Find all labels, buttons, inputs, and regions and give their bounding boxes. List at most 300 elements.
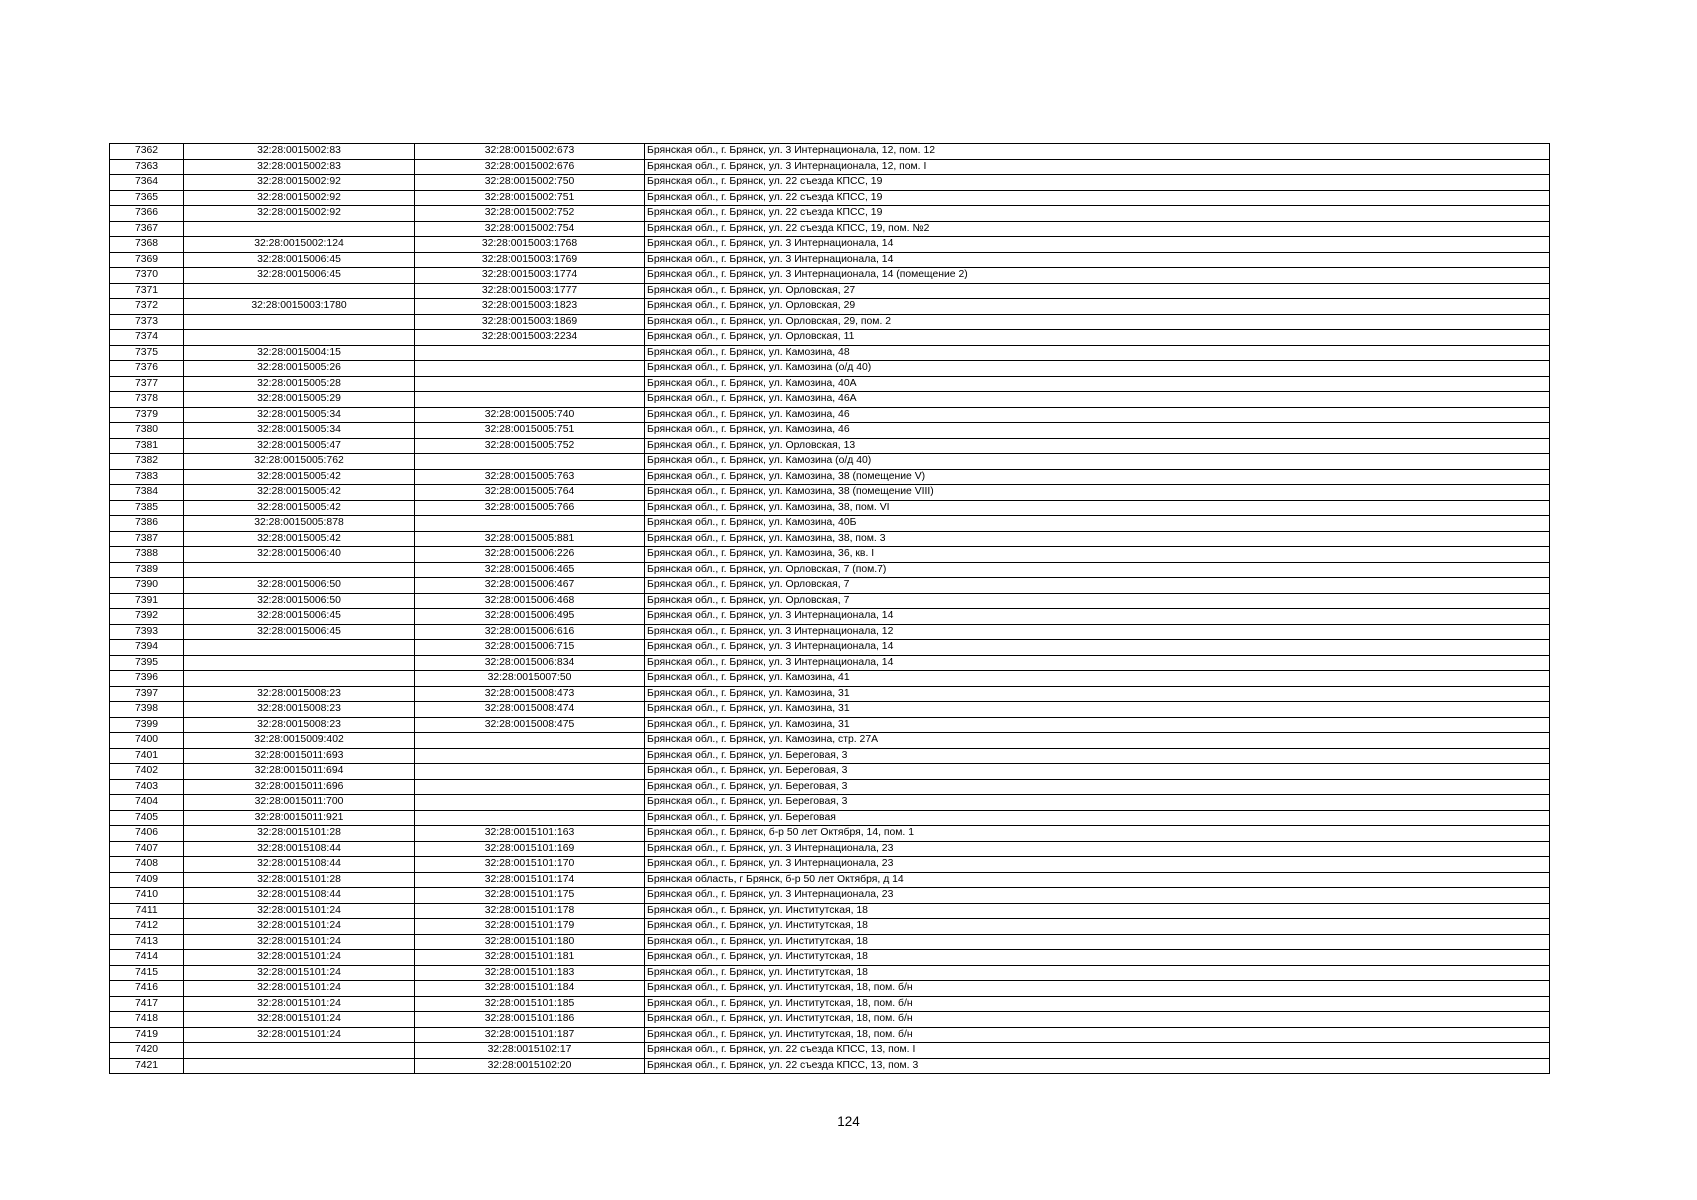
- parcel-number-cell: 32:28:0015006:50: [184, 593, 415, 609]
- table-row: [110, 485, 1550, 501]
- parcel-number-cell: 32:28:0015006:45: [184, 609, 415, 625]
- row-number-cell: 7369: [110, 252, 184, 268]
- table-row: [110, 624, 1550, 640]
- address-cell: Брянская обл., г. Брянск, ул. Орловская, 7: [645, 593, 1550, 609]
- table-row: [110, 826, 1550, 842]
- table-row: [110, 469, 1550, 485]
- address-cell: Брянская обл., г. Брянск, ул. Орловская, 7 (пом.7): [645, 562, 1550, 578]
- parcel-number-cell: 32:28:0015101:24: [184, 934, 415, 950]
- object-number-cell: [415, 376, 645, 392]
- address-cell: Брянская обл., г. Брянск, ул. Камозина, 46: [645, 407, 1550, 423]
- address-cell: Брянская обл., г. Брянск, ул. Береговая, 3: [645, 748, 1550, 764]
- row-number-cell: 7394: [110, 640, 184, 656]
- row-number-cell: 7373: [110, 314, 184, 330]
- parcel-number-cell: 32:28:0015008:23: [184, 702, 415, 718]
- object-number-cell: [415, 779, 645, 795]
- row-number-cell: 7380: [110, 423, 184, 439]
- object-number-cell: 32:28:0015101:181: [415, 950, 645, 966]
- object-number-cell: [415, 795, 645, 811]
- parcel-number-cell: 32:28:0015011:693: [184, 748, 415, 764]
- address-cell: Брянская обл., г. Брянск, ул. 3 Интернационала, 14 (помещение 2): [645, 268, 1550, 284]
- address-cell: Брянская обл., г. Брянск, ул. Институтская, 18: [645, 934, 1550, 950]
- parcel-number-cell: [184, 640, 415, 656]
- row-number-cell: 7395: [110, 655, 184, 671]
- object-number-cell: 32:28:0015008:475: [415, 717, 645, 733]
- parcel-number-cell: 32:28:0015003:1780: [184, 299, 415, 315]
- row-number-cell: 7396: [110, 671, 184, 687]
- table-row: [110, 190, 1550, 206]
- parcel-number-cell: 32:28:0015005:878: [184, 516, 415, 532]
- table-row: [110, 686, 1550, 702]
- table-row: [110, 531, 1550, 547]
- table-row: [110, 903, 1550, 919]
- parcel-number-cell: 32:28:0015005:34: [184, 423, 415, 439]
- parcel-number-cell: 32:28:0015006:40: [184, 547, 415, 563]
- object-number-cell: 32:28:0015005:752: [415, 438, 645, 454]
- address-cell: Брянская обл., г. Брянск, ул. Камозина, 40Б: [645, 516, 1550, 532]
- parcel-number-cell: 32:28:0015004:15: [184, 345, 415, 361]
- parcel-number-cell: 32:28:0015009:402: [184, 733, 415, 749]
- table-row: [110, 578, 1550, 594]
- row-number-cell: 7415: [110, 965, 184, 981]
- table-row: [110, 392, 1550, 408]
- table-row: [110, 950, 1550, 966]
- parcel-number-cell: 32:28:0015006:45: [184, 624, 415, 640]
- row-number-cell: 7378: [110, 392, 184, 408]
- address-cell: Брянская обл., г. Брянск, ул. Камозина, 36, кв. I: [645, 547, 1550, 563]
- table-row: [110, 361, 1550, 377]
- address-cell: Брянская обл., г. Брянск, ул. Институтская, 18: [645, 903, 1550, 919]
- row-number-cell: 7389: [110, 562, 184, 578]
- object-number-cell: 32:28:0015003:1769: [415, 252, 645, 268]
- parcel-number-cell: 32:28:0015002:92: [184, 175, 415, 191]
- table-row: [110, 934, 1550, 950]
- object-number-cell: 32:28:0015003:1774: [415, 268, 645, 284]
- row-number-cell: 7404: [110, 795, 184, 811]
- row-number-cell: 7417: [110, 996, 184, 1012]
- row-number-cell: 7374: [110, 330, 184, 346]
- object-number-cell: [415, 392, 645, 408]
- parcel-number-cell: 32:28:0015011:700: [184, 795, 415, 811]
- object-number-cell: 32:28:0015006:226: [415, 547, 645, 563]
- parcel-number-cell: 32:28:0015006:45: [184, 268, 415, 284]
- address-cell: Брянская обл., г. Брянск, ул. Береговая, 3: [645, 795, 1550, 811]
- table-row: [110, 919, 1550, 935]
- parcel-number-cell: [184, 221, 415, 237]
- object-number-cell: [415, 345, 645, 361]
- parcel-number-cell: 32:28:0015101:24: [184, 996, 415, 1012]
- object-number-cell: [415, 733, 645, 749]
- row-number-cell: 7367: [110, 221, 184, 237]
- object-number-cell: 32:28:0015101:175: [415, 888, 645, 904]
- object-number-cell: 32:28:0015101:184: [415, 981, 645, 997]
- row-number-cell: 7392: [110, 609, 184, 625]
- parcel-number-cell: [184, 562, 415, 578]
- address-cell: Брянская обл., г. Брянск, ул. Камозина, 46: [645, 423, 1550, 439]
- table-row: [110, 283, 1550, 299]
- row-number-cell: 7407: [110, 841, 184, 857]
- parcel-number-cell: 32:28:0015002:83: [184, 144, 415, 160]
- table-row: [110, 562, 1550, 578]
- table-row: [110, 144, 1550, 160]
- parcel-number-cell: 32:28:0015005:42: [184, 485, 415, 501]
- table-row: [110, 965, 1550, 981]
- row-number-cell: 7418: [110, 1012, 184, 1028]
- table-row: [110, 516, 1550, 532]
- table-row: [110, 717, 1550, 733]
- table-row: [110, 640, 1550, 656]
- address-cell: Брянская обл., г. Брянск, ул. Институтская, 18, пом. б/н: [645, 1012, 1550, 1028]
- object-number-cell: 32:28:0015006:616: [415, 624, 645, 640]
- object-number-cell: 32:28:0015002:751: [415, 190, 645, 206]
- parcel-number-cell: [184, 671, 415, 687]
- table-row: [110, 764, 1550, 780]
- address-cell: Брянская обл., г. Брянск, ул. 22 съезда КПСС, 19, пом. №2: [645, 221, 1550, 237]
- object-number-cell: 32:28:0015006:495: [415, 609, 645, 625]
- table-row: [110, 221, 1550, 237]
- address-cell: Брянская обл., г. Брянск, ул. 3 Интернационала, 23: [645, 841, 1550, 857]
- row-number-cell: 7379: [110, 407, 184, 423]
- address-cell: Брянская обл., г. Брянск, ул. 3 Интернационала, 14: [645, 655, 1550, 671]
- parcel-number-cell: 32:28:0015002:92: [184, 206, 415, 222]
- row-number-cell: 7372: [110, 299, 184, 315]
- object-number-cell: 32:28:0015005:764: [415, 485, 645, 501]
- object-number-cell: [415, 810, 645, 826]
- parcel-number-cell: 32:28:0015101:24: [184, 919, 415, 935]
- parcel-number-cell: 32:28:0015101:24: [184, 965, 415, 981]
- address-cell: Брянская обл., г. Брянск, ул. 3 Интернационала, 12, пом. I: [645, 159, 1550, 175]
- parcel-number-cell: 32:28:0015011:696: [184, 779, 415, 795]
- parcel-number-cell: 32:28:0015005:42: [184, 531, 415, 547]
- row-number-cell: 7377: [110, 376, 184, 392]
- address-cell: Брянская обл., г. Брянск, ул. 3 Интернационала, 12: [645, 624, 1550, 640]
- object-number-cell: 32:28:0015006:465: [415, 562, 645, 578]
- parcel-number-cell: 32:28:0015101:28: [184, 826, 415, 842]
- table-row: [110, 345, 1550, 361]
- table-row: [110, 1043, 1550, 1059]
- address-cell: Брянская обл., г. Брянск, ул. Камозина, 38, пом. 3: [645, 531, 1550, 547]
- address-cell: Брянская обл., г. Брянск, ул. Камозина, 38 (помещение VIII): [645, 485, 1550, 501]
- table-row: [110, 500, 1550, 516]
- object-number-cell: 32:28:0015006:468: [415, 593, 645, 609]
- table-row: [110, 1058, 1550, 1074]
- address-cell: Брянская обл., г. Брянск, б-р 50 лет Октября, 14, пом. 1: [645, 826, 1550, 842]
- parcel-number-cell: 32:28:0015005:42: [184, 469, 415, 485]
- table-row: [110, 299, 1550, 315]
- object-number-cell: 32:28:0015005:766: [415, 500, 645, 516]
- object-number-cell: 32:28:0015005:881: [415, 531, 645, 547]
- address-cell: Брянская обл., г. Брянск, ул. Береговая, 3: [645, 764, 1550, 780]
- parcel-number-cell: 32:28:0015101:24: [184, 903, 415, 919]
- document-table: [109, 143, 1550, 1074]
- row-number-cell: 7419: [110, 1027, 184, 1043]
- address-cell: Брянская обл., г. Брянск, ул. Камозина, 48: [645, 345, 1550, 361]
- row-number-cell: 7397: [110, 686, 184, 702]
- address-cell: Брянская обл., г. Брянск, ул. Камозина, стр. 27А: [645, 733, 1550, 749]
- table-row: [110, 438, 1550, 454]
- address-cell: Брянская обл., г. Брянск, ул. 3 Интернационала, 12, пом. 12: [645, 144, 1550, 160]
- parcel-number-cell: 32:28:0015005:42: [184, 500, 415, 516]
- table-row: [110, 376, 1550, 392]
- row-number-cell: 7390: [110, 578, 184, 594]
- parcel-number-cell: 32:28:0015011:694: [184, 764, 415, 780]
- object-number-cell: [415, 361, 645, 377]
- table-row: [110, 252, 1550, 268]
- table-row: [110, 314, 1550, 330]
- object-number-cell: 32:28:0015007:50: [415, 671, 645, 687]
- row-number-cell: 7381: [110, 438, 184, 454]
- parcel-number-cell: 32:28:0015108:44: [184, 857, 415, 873]
- table-row: [110, 981, 1550, 997]
- address-cell: Брянская обл., г. Брянск, ул. Камозина (о/д 40): [645, 454, 1550, 470]
- table-row: [110, 206, 1550, 222]
- row-number-cell: 7401: [110, 748, 184, 764]
- row-number-cell: 7363: [110, 159, 184, 175]
- table-row: [110, 810, 1550, 826]
- parcel-number-cell: 32:28:0015008:23: [184, 717, 415, 733]
- table-row: [110, 872, 1550, 888]
- table-row: [110, 547, 1550, 563]
- parcel-number-cell: 32:28:0015005:28: [184, 376, 415, 392]
- parcel-number-cell: [184, 655, 415, 671]
- row-number-cell: 7408: [110, 857, 184, 873]
- object-number-cell: 32:28:0015002:750: [415, 175, 645, 191]
- row-number-cell: 7420: [110, 1043, 184, 1059]
- parcel-number-cell: 32:28:0015005:762: [184, 454, 415, 470]
- table-row: [110, 748, 1550, 764]
- object-number-cell: 32:28:0015005:751: [415, 423, 645, 439]
- object-number-cell: [415, 764, 645, 780]
- object-number-cell: 32:28:0015101:178: [415, 903, 645, 919]
- address-cell: Брянская обл., г. Брянск, ул. Институтская, 18, пом. б/н: [645, 996, 1550, 1012]
- object-number-cell: 32:28:0015101:180: [415, 934, 645, 950]
- object-number-cell: 32:28:0015005:763: [415, 469, 645, 485]
- address-cell: Брянская обл., г. Брянск, ул. Институтская, 18, пом. б/н: [645, 1027, 1550, 1043]
- table-row: [110, 423, 1550, 439]
- row-number-cell: 7413: [110, 934, 184, 950]
- address-cell: Брянская обл., г. Брянск, ул. Институтская, 18: [645, 950, 1550, 966]
- object-number-cell: 32:28:0015101:183: [415, 965, 645, 981]
- row-number-cell: 7411: [110, 903, 184, 919]
- parcel-number-cell: 32:28:0015101:24: [184, 981, 415, 997]
- address-cell: Брянская обл., г. Брянск, ул. 22 съезда КПСС, 19: [645, 190, 1550, 206]
- row-number-cell: 7398: [110, 702, 184, 718]
- object-number-cell: 32:28:0015005:740: [415, 407, 645, 423]
- table-row: [110, 237, 1550, 253]
- row-number-cell: 7368: [110, 237, 184, 253]
- row-number-cell: 7370: [110, 268, 184, 284]
- object-number-cell: 32:28:0015006:834: [415, 655, 645, 671]
- table-row: [110, 175, 1550, 191]
- address-cell: Брянская обл., г. Брянск, ул. Камозина, 31: [645, 717, 1550, 733]
- parcel-number-cell: [184, 330, 415, 346]
- address-cell: Брянская обл., г. Брянск, ул. Институтская, 18: [645, 965, 1550, 981]
- object-number-cell: 32:28:0015006:715: [415, 640, 645, 656]
- table-row: [110, 609, 1550, 625]
- row-number-cell: 7385: [110, 500, 184, 516]
- parcel-number-cell: 32:28:0015101:28: [184, 872, 415, 888]
- parcel-number-cell: 32:28:0015002:92: [184, 190, 415, 206]
- object-number-cell: 32:28:0015008:473: [415, 686, 645, 702]
- row-number-cell: 7383: [110, 469, 184, 485]
- object-number-cell: 32:28:0015002:676: [415, 159, 645, 175]
- row-number-cell: 7382: [110, 454, 184, 470]
- table-row: [110, 996, 1550, 1012]
- table-row: [110, 841, 1550, 857]
- row-number-cell: 7414: [110, 950, 184, 966]
- address-cell: Брянская обл., г. Брянск, ул. Камозина, 40А: [645, 376, 1550, 392]
- parcel-number-cell: 32:28:0015008:23: [184, 686, 415, 702]
- object-number-cell: 32:28:0015101:174: [415, 872, 645, 888]
- object-number-cell: 32:28:0015101:187: [415, 1027, 645, 1043]
- row-number-cell: 7400: [110, 733, 184, 749]
- row-number-cell: 7375: [110, 345, 184, 361]
- address-cell: Брянская обл., г. Брянск, ул. 22 съезда КПСС, 13, пом. 3: [645, 1058, 1550, 1074]
- parcel-number-cell: 32:28:0015006:45: [184, 252, 415, 268]
- row-number-cell: 7416: [110, 981, 184, 997]
- address-cell: Брянская обл., г. Брянск, ул. 3 Интернационала, 23: [645, 857, 1550, 873]
- parcel-number-cell: [184, 1058, 415, 1074]
- address-cell: Брянская область, г Брянск, б-р 50 лет Октября, д 14: [645, 872, 1550, 888]
- address-cell: Брянская обл., г. Брянск, ул. 22 съезда КПСС, 19: [645, 175, 1550, 191]
- row-number-cell: 7384: [110, 485, 184, 501]
- address-cell: Брянская обл., г. Брянск, ул. Береговая, 3: [645, 779, 1550, 795]
- address-cell: Брянская обл., г. Брянск, ул. 3 Интернационала, 23: [645, 888, 1550, 904]
- row-number-cell: 7399: [110, 717, 184, 733]
- parcel-number-cell: 32:28:0015101:24: [184, 950, 415, 966]
- parcel-number-cell: 32:28:0015005:29: [184, 392, 415, 408]
- object-number-cell: 32:28:0015008:474: [415, 702, 645, 718]
- table-body: [110, 144, 1550, 1074]
- row-number-cell: 7376: [110, 361, 184, 377]
- row-number-cell: 7386: [110, 516, 184, 532]
- object-number-cell: 32:28:0015101:170: [415, 857, 645, 873]
- address-cell: Брянская обл., г. Брянск, ул. Институтская, 18, пом. б/н: [645, 981, 1550, 997]
- parcel-number-cell: 32:28:0015108:44: [184, 841, 415, 857]
- address-cell: Брянская обл., г. Брянск, ул. Камозина (о/д 40): [645, 361, 1550, 377]
- object-number-cell: 32:28:0015003:2234: [415, 330, 645, 346]
- address-cell: Брянская обл., г. Брянск, ул. Орловская, 29: [645, 299, 1550, 315]
- object-number-cell: 32:28:0015102:17: [415, 1043, 645, 1059]
- parcel-number-cell: 32:28:0015002:83: [184, 159, 415, 175]
- row-number-cell: 7364: [110, 175, 184, 191]
- address-cell: Брянская обл., г. Брянск, ул. 3 Интернационала, 14: [645, 252, 1550, 268]
- address-cell: Брянская обл., г. Брянск, ул. 3 Интернационала, 14: [645, 640, 1550, 656]
- table-row: [110, 330, 1550, 346]
- parcel-number-cell: [184, 283, 415, 299]
- address-cell: Брянская обл., г. Брянск, ул. Камозина, 41: [645, 671, 1550, 687]
- object-number-cell: 32:28:0015102:20: [415, 1058, 645, 1074]
- table-row: [110, 702, 1550, 718]
- table-row: [110, 159, 1550, 175]
- object-number-cell: [415, 748, 645, 764]
- address-cell: Брянская обл., г. Брянск, ул. 3 Интернационала, 14: [645, 237, 1550, 253]
- object-number-cell: 32:28:0015002:752: [415, 206, 645, 222]
- object-number-cell: 32:28:0015003:1768: [415, 237, 645, 253]
- row-number-cell: 7421: [110, 1058, 184, 1074]
- table-row: [110, 454, 1550, 470]
- address-cell: Брянская обл., г. Брянск, ул. Камозина, 46А: [645, 392, 1550, 408]
- address-cell: Брянская обл., г. Брянск, ул. Камозина, 38 (помещение V): [645, 469, 1550, 485]
- row-number-cell: 7409: [110, 872, 184, 888]
- table-row: [110, 733, 1550, 749]
- row-number-cell: 7393: [110, 624, 184, 640]
- row-number-cell: 7366: [110, 206, 184, 222]
- row-number-cell: 7387: [110, 531, 184, 547]
- row-number-cell: 7402: [110, 764, 184, 780]
- table-row: [110, 1027, 1550, 1043]
- object-number-cell: 32:28:0015002:754: [415, 221, 645, 237]
- parcel-number-cell: 32:28:0015011:921: [184, 810, 415, 826]
- address-cell: Брянская обл., г. Брянск, ул. Береговая: [645, 810, 1550, 826]
- address-cell: Брянская обл., г. Брянск, ул. Институтская, 18: [645, 919, 1550, 935]
- address-cell: Брянская обл., г. Брянск, ул. Орловская, 27: [645, 283, 1550, 299]
- row-number-cell: 7403: [110, 779, 184, 795]
- row-number-cell: 7362: [110, 144, 184, 160]
- address-cell: Брянская обл., г. Брянск, ул. Камозина, 31: [645, 686, 1550, 702]
- row-number-cell: 7410: [110, 888, 184, 904]
- address-cell: Брянская обл., г. Брянск, ул. 22 съезда КПСС, 13, пом. I: [645, 1043, 1550, 1059]
- row-number-cell: 7405: [110, 810, 184, 826]
- row-number-cell: 7365: [110, 190, 184, 206]
- object-number-cell: 32:28:0015003:1869: [415, 314, 645, 330]
- address-cell: Брянская обл., г. Брянск, ул. 22 съезда КПСС, 19: [645, 206, 1550, 222]
- object-number-cell: 32:28:0015101:185: [415, 996, 645, 1012]
- parcel-number-cell: 32:28:0015005:34: [184, 407, 415, 423]
- address-cell: Брянская обл., г. Брянск, ул. Камозина, 38, пом. VI: [645, 500, 1550, 516]
- parcel-number-cell: 32:28:0015108:44: [184, 888, 415, 904]
- address-cell: Брянская обл., г. Брянск, ул. Орловская, 13: [645, 438, 1550, 454]
- address-cell: Брянская обл., г. Брянск, ул. Орловская, 7: [645, 578, 1550, 594]
- parcel-number-cell: [184, 314, 415, 330]
- object-number-cell: 32:28:0015006:467: [415, 578, 645, 594]
- row-number-cell: 7406: [110, 826, 184, 842]
- row-number-cell: 7388: [110, 547, 184, 563]
- address-cell: Брянская обл., г. Брянск, ул. Орловская, 11: [645, 330, 1550, 346]
- parcel-number-cell: 32:28:0015101:24: [184, 1012, 415, 1028]
- parcel-number-cell: 32:28:0015005:47: [184, 438, 415, 454]
- row-number-cell: 7412: [110, 919, 184, 935]
- object-number-cell: 32:28:0015003:1823: [415, 299, 645, 315]
- object-number-cell: 32:28:0015101:186: [415, 1012, 645, 1028]
- address-cell: Брянская обл., г. Брянск, ул. 3 Интернационала, 14: [645, 609, 1550, 625]
- object-number-cell: 32:28:0015101:179: [415, 919, 645, 935]
- table-row: [110, 655, 1550, 671]
- object-number-cell: [415, 516, 645, 532]
- object-number-cell: 32:28:0015003:1777: [415, 283, 645, 299]
- address-cell: Брянская обл., г. Брянск, ул. Орловская, 29, пом. 2: [645, 314, 1550, 330]
- object-number-cell: 32:28:0015101:163: [415, 826, 645, 842]
- table-row: [110, 779, 1550, 795]
- parcel-number-cell: 32:28:0015005:26: [184, 361, 415, 377]
- parcel-number-cell: 32:28:0015101:24: [184, 1027, 415, 1043]
- object-number-cell: 32:28:0015002:673: [415, 144, 645, 160]
- address-cell: Брянская обл., г. Брянск, ул. Камозина, 31: [645, 702, 1550, 718]
- table-row: [110, 795, 1550, 811]
- parcel-number-cell: 32:28:0015006:50: [184, 578, 415, 594]
- table-row: [110, 593, 1550, 609]
- table-row: [110, 671, 1550, 687]
- object-number-cell: [415, 454, 645, 470]
- page-number: 124: [837, 1114, 860, 1129]
- parcel-number-cell: [184, 1043, 415, 1059]
- parcel-number-cell: 32:28:0015002:124: [184, 237, 415, 253]
- table-row: [110, 857, 1550, 873]
- row-number-cell: 7391: [110, 593, 184, 609]
- object-number-cell: 32:28:0015101:169: [415, 841, 645, 857]
- row-number-cell: 7371: [110, 283, 184, 299]
- table-row: [110, 1012, 1550, 1028]
